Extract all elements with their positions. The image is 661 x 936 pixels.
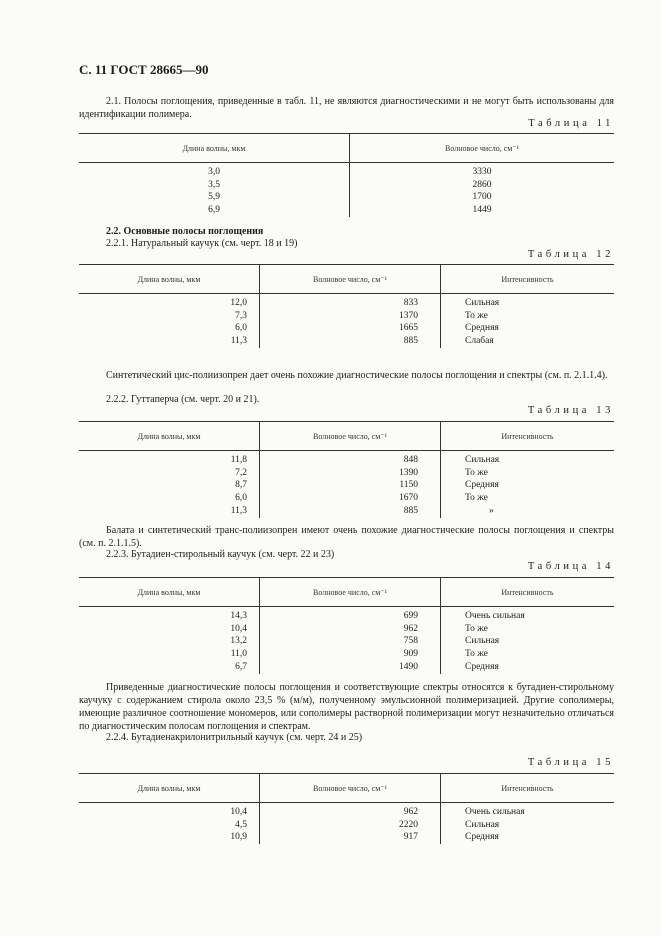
intensity-cell: » [441,505,615,518]
paragraph-sbr [79,681,614,733]
table-12-caption: Таблица 12 [527,249,614,260]
wavenumber-cell: 1670 [260,492,441,505]
wavenumber-cell: 848 [260,451,441,467]
table-row [79,163,614,179]
table-row [79,607,614,623]
wavenumber-cell: 1150 [260,479,441,492]
wavelength-cell: 14,3 [230,611,247,621]
paragraph-synthetic-cis-text: Синтетический цис-полиизопрен дает очень похожие диагностические полосы поглощения и спектры (см. п. 2.1.1.4). [106,370,608,381]
wavenumber-cell: 1490 [260,661,441,674]
table-row [79,191,614,204]
paragraph-synthetic-cis [79,369,614,382]
wavelength-cell: 8,7 [235,480,247,491]
table-12 [79,264,614,348]
table-13 [79,421,614,518]
wavenumber-cell: 758 [260,635,441,648]
paragraph-2-1-text: 2.1. Полосы поглощения, приведенные в табл. 11, не являются диагностическими и не могут быть использованы для идентификации полимера. [79,96,614,120]
wavelength-cell: 6,0 [235,493,247,504]
table-row [79,623,614,636]
table-row [79,479,614,492]
wavelength-cell: 6,9 [208,205,220,216]
table-14 [79,577,614,674]
intensity-cell: То же [441,623,615,636]
wavelength-cell: 11,3 [230,336,247,347]
intensity-cell: Средняя [441,479,615,492]
wavenumber-cell: 3330 [350,163,615,179]
wavenumber-cell: 962 [260,803,441,819]
wavenumber-cell: 1700 [350,191,615,204]
table-row [79,204,614,217]
intensity-cell: То же [441,310,615,323]
paragraph-sbr-text: Приведенные диагностические полосы поглощения и соответствующие спектры относятся к бутадиен-стирольному каучуку с содержанием стирола около 23,5 % (м/м), полученному эмульсионной полимеризацией. Другие сополимеры, имеющие различное соотношение мономеров, или сополимеры растворной полимеризации могут незначительно отличаться по диагностическим полосам поглощения и спектрам. [79,682,614,732]
table-row [79,803,614,819]
intensity-cell: Сильная [441,819,615,832]
table-row [79,467,614,480]
table-11-caption: Таблица 11 [528,118,614,129]
wavenumber-cell: 917 [260,831,441,844]
column-header-intensity: Интенсивность [441,422,615,451]
column-header-intensity: Интенсивность [441,265,615,294]
page-header: С. 11 ГОСТ 28665—90 [79,62,209,77]
table-row [79,648,614,661]
column-header-intensity: Интенсивность [441,774,615,803]
column-header-wavenumber: Волновое число, см⁻¹ [260,578,441,607]
intensity-cell: Сильная [441,451,615,467]
section-2-2-heading: 2.2. Основные полосы поглощения [106,226,264,237]
table-15-caption: Таблица 15 [527,757,614,768]
wavenumber-cell: 1665 [260,322,441,335]
table-row [79,492,614,505]
wavenumber-cell: 2220 [260,819,441,832]
wavelength-cell: 6,0 [235,323,247,334]
table-row [79,451,614,467]
wavelength-cell: 10,4 [230,807,247,817]
paragraph-balata [79,524,614,550]
wavelength-cell: 10,9 [230,832,247,843]
table-11 [79,133,614,217]
intensity-cell: Сильная [441,635,615,648]
wavelength-cell: 6,7 [235,661,247,672]
wavelength-cell: 10,4 [230,623,247,634]
intensity-cell: Средняя [441,322,615,335]
wavelength-cell: 7,3 [235,310,247,321]
table-row [79,819,614,832]
wavenumber-cell: 833 [260,294,441,310]
wavelength-cell: 3,0 [208,167,220,177]
column-header-wavelength: Длина волны, мкм [79,265,260,294]
wavelength-cell: 5,9 [208,192,220,203]
intensity-cell: Очень сильная [441,803,615,819]
table-row [79,310,614,323]
column-header-wavelength: Длина волны, мкм [79,422,260,451]
wavenumber-cell: 1449 [350,204,615,217]
table-row [79,831,614,844]
column-header-wavelength: Длина волны, мкм [79,578,260,607]
intensity-cell: Средняя [441,831,615,844]
wavelength-cell: 11,3 [230,505,247,516]
paragraph-balata-text: Балата и синтетический транс-полиизопрен имеют очень похожие диагностические полосы поглощения и спектры (см. п. 2.1.1.5). [79,525,614,549]
wavenumber-cell: 2860 [350,179,615,192]
column-header-wavelength: Длина волны, мкм [79,774,260,803]
table-row [79,322,614,335]
table-15 [79,773,614,844]
intensity-cell: То же [441,492,615,505]
wavelength-cell: 12,0 [230,298,247,308]
wavenumber-cell: 1370 [260,310,441,323]
intensity-cell: То же [441,648,615,661]
wavenumber-cell: 909 [260,648,441,661]
table-row [79,335,614,348]
wavenumber-cell: 885 [260,505,441,518]
table-row [79,635,614,648]
section-2-2-4-title: 2.2.4. Бутадиенакрилонитрильный каучук (см. черт. 24 и 25) [106,732,363,743]
wavenumber-cell: 962 [260,623,441,636]
column-header-wavenumber: Волновое число, см⁻¹ [260,265,441,294]
section-2-2-1-title: 2.2.1. Натуральный каучук (см. черт. 18 и 19) [106,238,298,249]
intensity-cell: Слабая [441,335,615,348]
wavenumber-cell: 885 [260,335,441,348]
wavelength-cell: 7,2 [235,467,247,478]
table-row [79,661,614,674]
column-header-wavenumber: Волновое число, см⁻¹ [350,134,615,163]
column-header-wavelength: Длина волны, мкм [79,134,350,163]
wavenumber-cell: 1390 [260,467,441,480]
wavelength-cell: 11,8 [230,455,247,465]
intensity-cell: Сильная [441,294,615,310]
wavelength-cell: 4,5 [235,819,247,830]
wavelength-cell: 11,0 [230,649,247,660]
wavenumber-cell: 699 [260,607,441,623]
column-header-wavenumber: Волновое число, см⁻¹ [260,422,441,451]
section-2-2-3-title: 2.2.3. Бутадиен-стирольный каучук (см. черт. 22 и 23) [106,549,335,560]
table-row [79,179,614,192]
column-header-wavenumber: Волновое число, см⁻¹ [260,774,441,803]
table-14-caption: Таблица 14 [527,561,614,572]
intensity-cell: То же [441,467,615,480]
column-header-intensity: Интенсивность [441,578,615,607]
intensity-cell: Очень сильная [441,607,615,623]
wavelength-cell: 13,2 [230,636,247,647]
table-row [79,294,614,310]
intensity-cell: Средняя [441,661,615,674]
table-row [79,505,614,518]
table-13-caption: Таблица 13 [527,405,614,416]
section-2-2-2-title: 2.2.2. Гуттаперча (см. черт. 20 и 21). [106,394,260,405]
wavelength-cell: 3,5 [208,179,220,190]
